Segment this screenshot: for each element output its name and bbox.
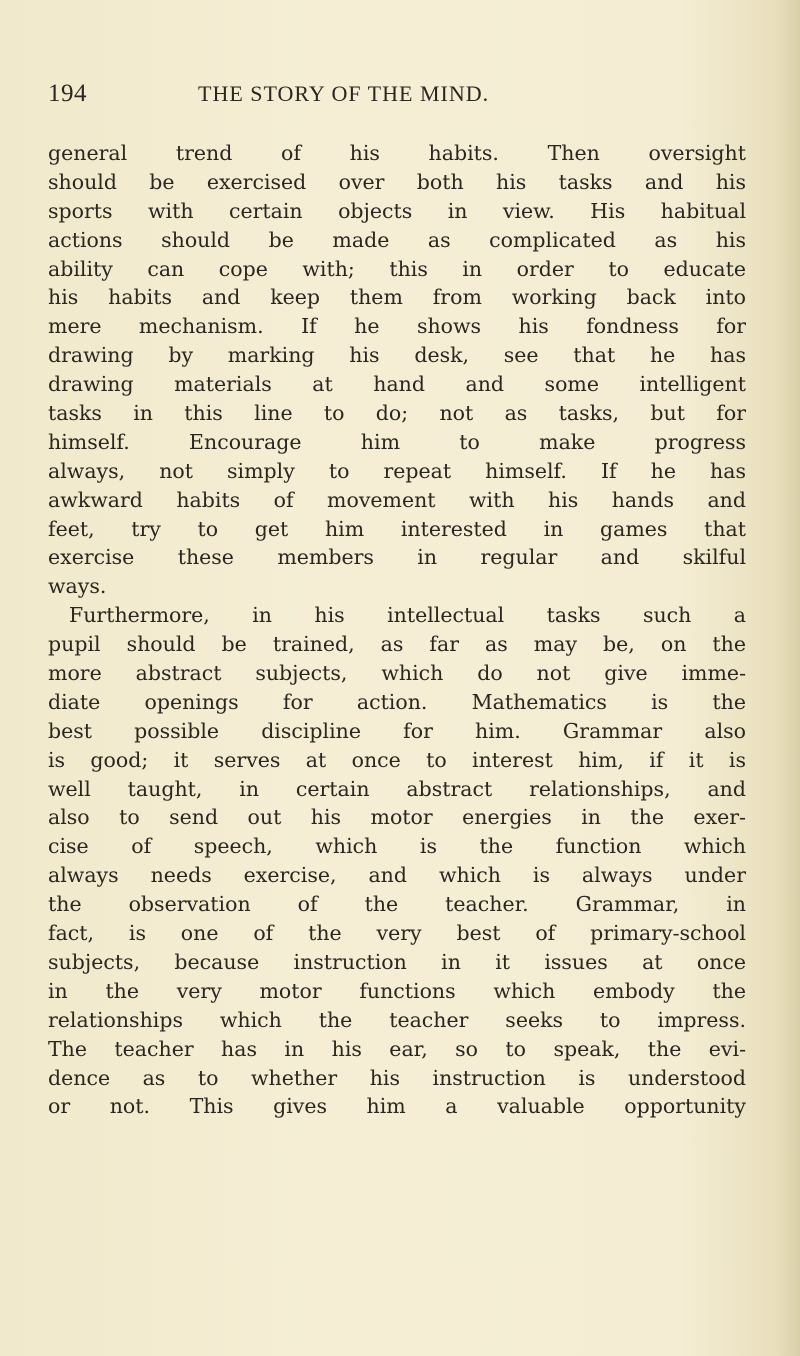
text-line: subjects, because instruction in it issues at once <box>48 949 746 974</box>
text-line: awkward habits of movement with his hands and <box>48 487 746 512</box>
text-line: mere mechanism. If he shows his fondness for <box>48 314 746 339</box>
text-line: exercise these members in regular and skilful <box>48 545 746 570</box>
text-line: diate openings for action. Mathematics is the <box>48 689 746 714</box>
text-line: or not. This gives him a valuable opportunity <box>48 1094 746 1119</box>
text-line: himself. Encourage him to make progress <box>48 429 746 454</box>
text-line: dence as to whether his instruction is understood <box>48 1065 746 1090</box>
text-line: general trend of his habits. Then oversight <box>48 141 746 165</box>
text-line-paragraph-end: ways. <box>48 574 107 599</box>
text-line: more abstract subjects, which do not give imme- <box>48 661 746 686</box>
text-line: drawing materials at hand and some intelligent <box>48 372 746 397</box>
text-line: The teacher has in his ear, so to speak, the evi- <box>48 1036 746 1061</box>
page-number: 194 <box>48 80 87 107</box>
text-line: fact, is one of the very best of primary-school <box>48 921 746 946</box>
text-line: well taught, in certain abstract relationships, and <box>48 776 746 801</box>
text-line: also to send out his motor energies in the exer- <box>48 805 746 830</box>
running-title: THE STORY OF THE MIND. <box>198 81 490 106</box>
text-line: relationships which the teacher seeks to impress. <box>48 1007 746 1032</box>
text-line: actions should be made as complicated as his <box>48 227 746 252</box>
text-line: tasks in this line to do; not as tasks, but for <box>48 401 746 426</box>
text-line-paragraph-start: Furthermore, in his intellectual tasks such a <box>69 603 746 628</box>
text-line: is good; it serves at once to interest him, if it is <box>48 747 746 772</box>
text-line: the observation of the teacher. Grammar, in <box>48 892 746 917</box>
body-text <box>48 139 746 1121</box>
text-line: always needs exercise, and which is always under <box>48 863 746 888</box>
text-line: pupil should be trained, as far as may be, on the <box>48 632 746 657</box>
text-line: ability can cope with; this in order to educate <box>48 256 746 281</box>
running-head <box>48 80 738 116</box>
text-line: always, not simply to repeat himself. If he has <box>48 458 746 483</box>
text-line: sports with certain objects in view. His habitual <box>48 198 746 223</box>
text-line: should be exercised over both his tasks and his <box>48 169 746 194</box>
text-line: cise of speech, which is the function which <box>48 834 746 859</box>
text-line: in the very motor functions which embody the <box>48 978 746 1003</box>
text-line: his habits and keep them from working back into <box>48 285 746 310</box>
text-line: best possible discipline for him. Grammar also <box>48 718 746 743</box>
text-line: feet, try to get him interested in games that <box>48 516 746 541</box>
text-line: drawing by marking his desk, see that he has <box>48 343 746 368</box>
